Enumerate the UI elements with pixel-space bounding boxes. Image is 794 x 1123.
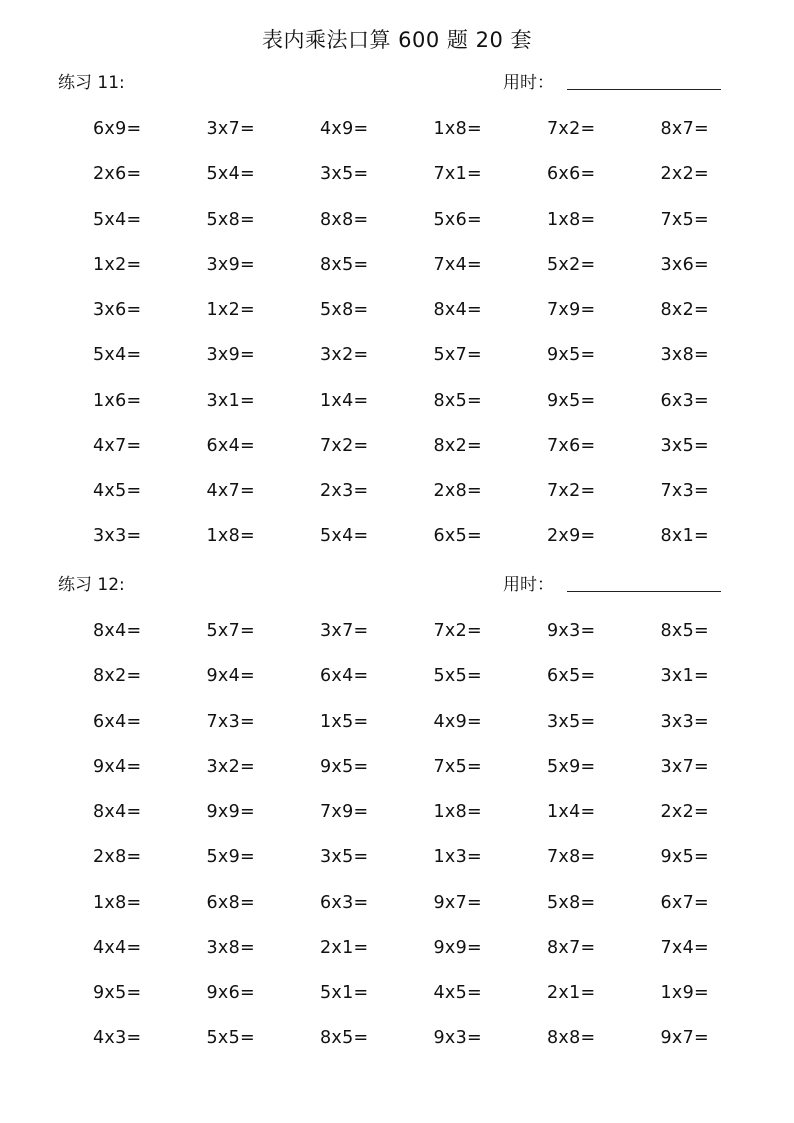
multiplication-problem: 4x7= bbox=[206, 481, 255, 501]
multiplication-problem: 2x2= bbox=[660, 802, 709, 822]
multiplication-problem: 2x1= bbox=[547, 983, 596, 1003]
multiplication-problem: 9x5= bbox=[660, 847, 709, 868]
multiplication-problem: 6x9= bbox=[93, 119, 142, 139]
multiplication-problem: 9x6= bbox=[206, 983, 255, 1003]
multiplication-problem: 9x3= bbox=[547, 621, 596, 641]
multiplication-problem: 8x4= bbox=[93, 802, 142, 822]
multiplication-problem: 7x3= bbox=[206, 711, 255, 732]
multiplication-problem: 7x9= bbox=[547, 300, 596, 320]
multiplication-problem: 1x8= bbox=[547, 209, 596, 230]
multiplication-problem: 4x7= bbox=[93, 435, 142, 456]
multiplication-problem: 7x5= bbox=[433, 756, 482, 777]
multiplication-problem: 4x9= bbox=[433, 711, 482, 732]
multiplication-problem: 1x4= bbox=[547, 802, 596, 822]
multiplication-problem: 4x5= bbox=[433, 983, 482, 1003]
multiplication-problem: 6x7= bbox=[660, 892, 709, 913]
multiplication-problem: 3x3= bbox=[93, 526, 142, 547]
multiplication-problem: 2x6= bbox=[93, 164, 142, 185]
multiplication-problem: 9x4= bbox=[93, 756, 142, 777]
multiplication-problem: 5x2= bbox=[547, 254, 596, 275]
multiplication-problem: 9x7= bbox=[433, 892, 482, 913]
multiplication-problem: 5x8= bbox=[206, 209, 255, 230]
multiplication-problem: 1x2= bbox=[93, 254, 142, 275]
multiplication-problem: 4x5= bbox=[93, 481, 142, 501]
problem-grid bbox=[93, 620, 774, 1073]
multiplication-problem: 5x5= bbox=[206, 1028, 255, 1049]
multiplication-problem: 3x2= bbox=[206, 756, 255, 777]
multiplication-problem: 5x7= bbox=[433, 345, 482, 366]
multiplication-problem: 5x6= bbox=[433, 209, 482, 230]
multiplication-problem: 3x6= bbox=[93, 300, 142, 320]
multiplication-problem: 7x4= bbox=[433, 254, 482, 275]
multiplication-problem: 1x8= bbox=[433, 802, 482, 822]
multiplication-problem: 8x8= bbox=[320, 209, 369, 230]
set-header bbox=[0, 68, 794, 98]
multiplication-problem: 7x2= bbox=[547, 119, 596, 139]
multiplication-problem: 3x5= bbox=[320, 164, 369, 185]
multiplication-problem: 3x7= bbox=[660, 756, 709, 777]
multiplication-problem: 1x3= bbox=[433, 847, 482, 868]
multiplication-problem: 8x7= bbox=[660, 119, 709, 139]
multiplication-problem: 6x4= bbox=[320, 666, 369, 687]
multiplication-problem: 6x6= bbox=[547, 164, 596, 185]
multiplication-problem: 8x2= bbox=[93, 666, 142, 687]
multiplication-problem: 1x8= bbox=[206, 526, 255, 547]
multiplication-problem: 8x5= bbox=[320, 254, 369, 275]
multiplication-problem: 2x9= bbox=[547, 526, 596, 547]
multiplication-problem: 5x4= bbox=[206, 164, 255, 185]
multiplication-problem: 7x8= bbox=[547, 847, 596, 868]
page-title: 表内乘法口算 600 题 20 套 bbox=[261, 28, 532, 52]
multiplication-problem: 2x8= bbox=[93, 847, 142, 868]
multiplication-problem: 7x5= bbox=[660, 209, 709, 230]
multiplication-problem: 9x4= bbox=[206, 666, 255, 687]
multiplication-problem: 4x3= bbox=[93, 1028, 142, 1049]
multiplication-problem: 5x8= bbox=[547, 892, 596, 913]
multiplication-problem: 6x3= bbox=[320, 892, 369, 913]
multiplication-problem: 5x1= bbox=[320, 983, 369, 1003]
multiplication-problem: 1x6= bbox=[93, 390, 142, 411]
multiplication-problem: 7x2= bbox=[433, 621, 482, 641]
multiplication-problem: 5x4= bbox=[93, 209, 142, 230]
problem-grid bbox=[93, 118, 774, 571]
multiplication-problem: 9x9= bbox=[433, 937, 482, 958]
multiplication-problem: 9x5= bbox=[320, 756, 369, 777]
multiplication-problem: 8x5= bbox=[433, 390, 482, 411]
multiplication-problem: 3x5= bbox=[660, 435, 709, 456]
multiplication-problem: 1x8= bbox=[93, 892, 142, 913]
multiplication-problem: 2x1= bbox=[320, 937, 369, 958]
multiplication-problem: 8x7= bbox=[547, 937, 596, 958]
multiplication-problem: 9x5= bbox=[547, 390, 596, 411]
multiplication-problem: 6x5= bbox=[433, 526, 482, 547]
multiplication-problem: 5x5= bbox=[433, 666, 482, 687]
multiplication-problem: 7x2= bbox=[320, 435, 369, 456]
multiplication-problem: 7x2= bbox=[547, 481, 596, 501]
multiplication-problem: 7x6= bbox=[547, 435, 596, 456]
multiplication-problem: 8x4= bbox=[433, 300, 482, 320]
multiplication-problem: 3x1= bbox=[206, 390, 255, 411]
multiplication-problem: 7x4= bbox=[660, 937, 709, 958]
set-label: 练习 12: bbox=[58, 575, 125, 595]
multiplication-problem: 8x8= bbox=[547, 1028, 596, 1049]
multiplication-problem: 3x6= bbox=[660, 254, 709, 275]
time-label: 用时： bbox=[503, 73, 554, 93]
multiplication-problem: 9x5= bbox=[547, 345, 596, 366]
multiplication-problem: 2x8= bbox=[433, 481, 482, 501]
time-answer-line[interactable] bbox=[567, 591, 721, 592]
multiplication-problem: 8x2= bbox=[433, 435, 482, 456]
multiplication-problem: 9x5= bbox=[93, 983, 142, 1003]
multiplication-problem: 8x5= bbox=[320, 1028, 369, 1049]
multiplication-problem: 1x9= bbox=[660, 983, 709, 1003]
multiplication-problem: 3x2= bbox=[320, 345, 369, 366]
multiplication-problem: 8x5= bbox=[660, 621, 709, 641]
multiplication-problem: 1x8= bbox=[433, 119, 482, 139]
multiplication-problem: 9x3= bbox=[433, 1028, 482, 1049]
multiplication-problem: 5x4= bbox=[93, 345, 142, 366]
set-label: 练习 11: bbox=[58, 73, 125, 93]
multiplication-problem: 3x5= bbox=[547, 711, 596, 732]
multiplication-problem: 8x1= bbox=[660, 526, 709, 547]
multiplication-problem: 3x8= bbox=[206, 937, 255, 958]
multiplication-problem: 3x8= bbox=[660, 345, 709, 366]
multiplication-problem: 3x7= bbox=[320, 621, 369, 641]
multiplication-problem: 3x7= bbox=[206, 119, 255, 139]
multiplication-problem: 7x3= bbox=[660, 481, 709, 501]
multiplication-problem: 3x9= bbox=[206, 345, 255, 366]
multiplication-problem: 6x4= bbox=[206, 435, 255, 456]
multiplication-problem: 6x5= bbox=[547, 666, 596, 687]
time-answer-line[interactable] bbox=[567, 89, 721, 90]
multiplication-problem: 1x2= bbox=[206, 300, 255, 320]
multiplication-problem: 5x8= bbox=[320, 300, 369, 320]
multiplication-problem: 5x4= bbox=[320, 526, 369, 547]
multiplication-problem: 6x4= bbox=[93, 711, 142, 732]
multiplication-problem: 4x4= bbox=[93, 937, 142, 958]
multiplication-problem: 9x7= bbox=[660, 1028, 709, 1049]
multiplication-problem: 9x9= bbox=[206, 802, 255, 822]
multiplication-problem: 7x9= bbox=[320, 802, 369, 822]
multiplication-problem: 5x9= bbox=[547, 756, 596, 777]
multiplication-problem: 1x5= bbox=[320, 711, 369, 732]
multiplication-problem: 3x5= bbox=[320, 847, 369, 868]
time-label: 用时： bbox=[503, 575, 554, 595]
multiplication-problem: 3x1= bbox=[660, 666, 709, 687]
multiplication-problem: 5x9= bbox=[206, 847, 255, 868]
multiplication-problem: 3x3= bbox=[660, 711, 709, 732]
multiplication-problem: 8x4= bbox=[93, 621, 142, 641]
multiplication-problem: 7x1= bbox=[433, 164, 482, 185]
multiplication-problem: 6x8= bbox=[206, 892, 255, 913]
multiplication-problem: 3x9= bbox=[206, 254, 255, 275]
multiplication-problem: 5x7= bbox=[206, 621, 255, 641]
multiplication-problem: 1x4= bbox=[320, 390, 369, 411]
set-header bbox=[0, 570, 794, 600]
multiplication-problem: 8x2= bbox=[660, 300, 709, 320]
multiplication-problem: 4x9= bbox=[320, 119, 369, 139]
multiplication-problem: 2x2= bbox=[660, 164, 709, 185]
multiplication-problem: 6x3= bbox=[660, 390, 709, 411]
multiplication-problem: 2x3= bbox=[320, 481, 369, 501]
